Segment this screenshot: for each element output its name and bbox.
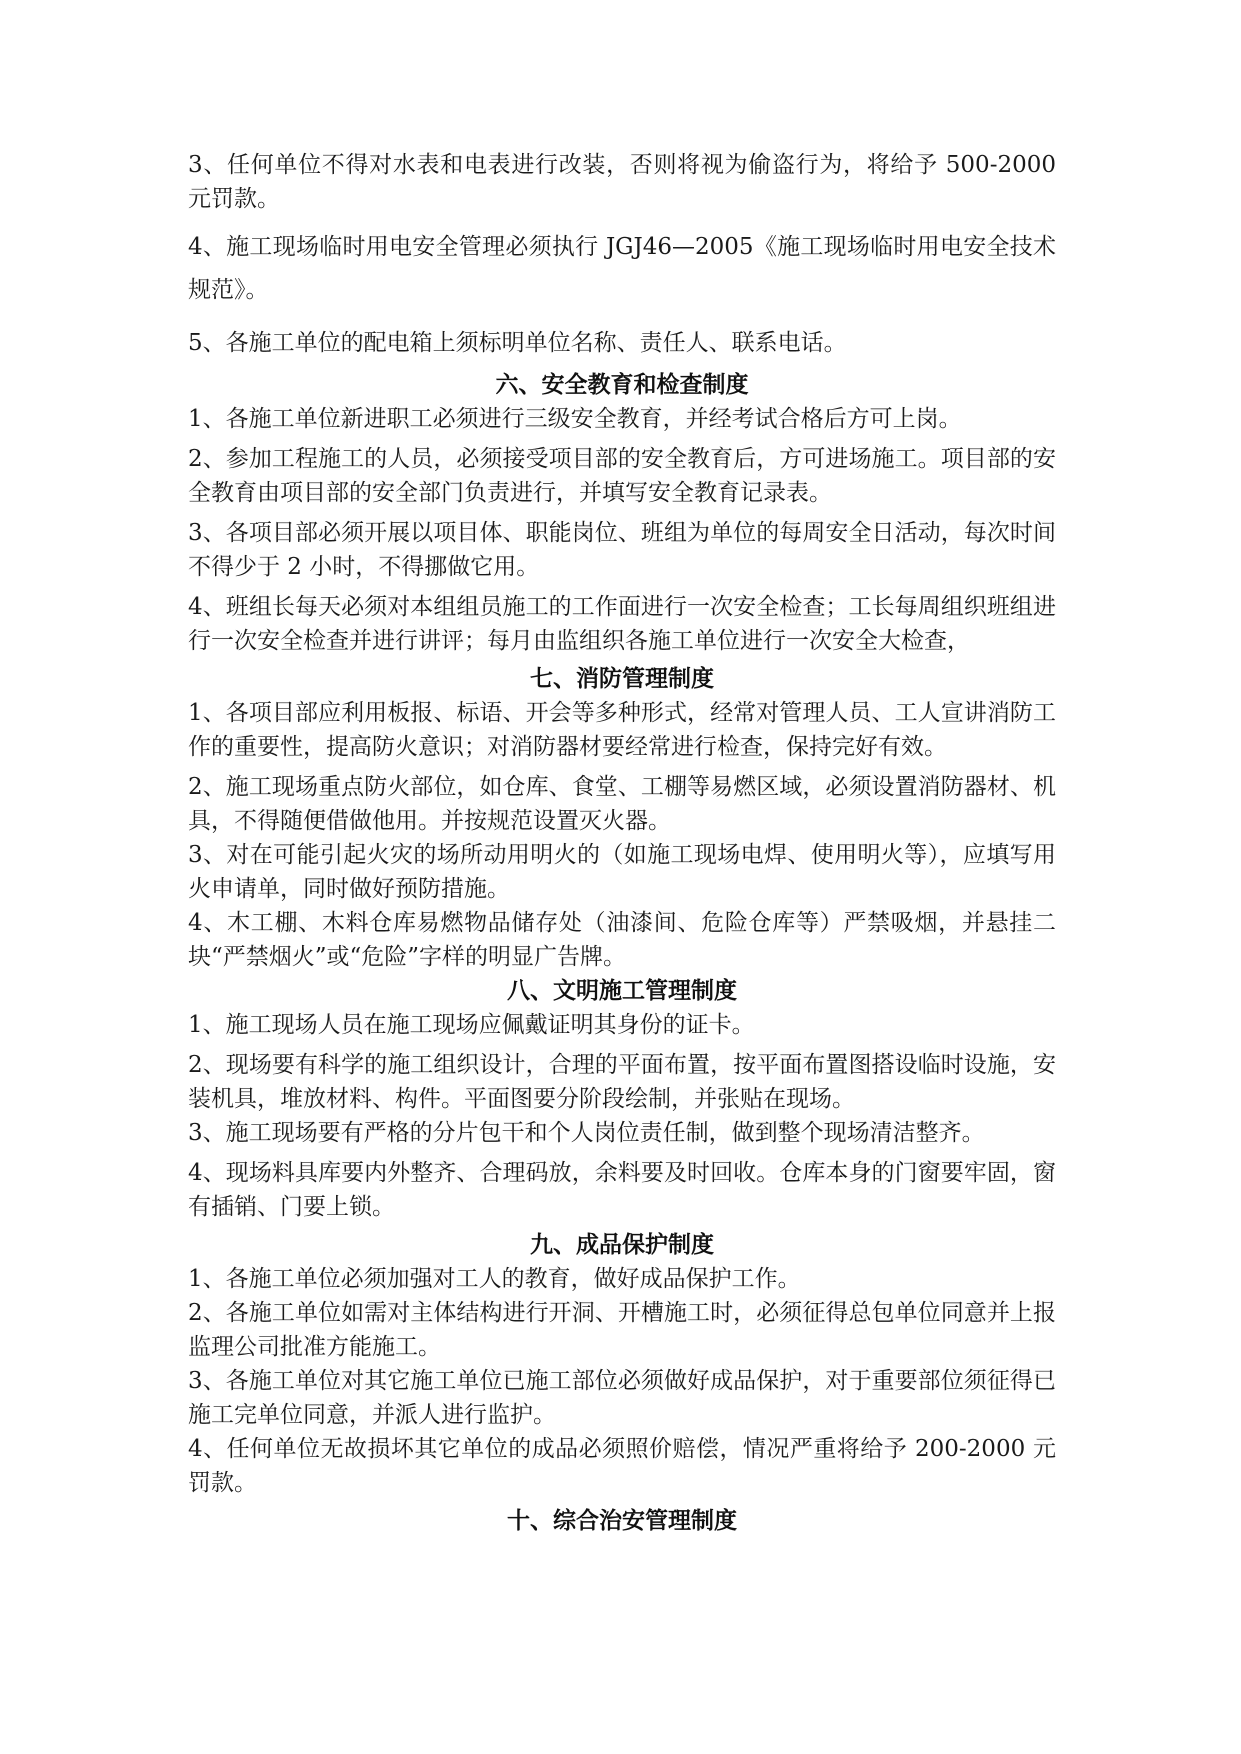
section-heading: 八、文明施工管理制度 [507,978,737,1004]
paragraph: 3、各项目部必须开展以项目体、职能岗位、班组为单位的每周安全日活动，每次时间不得少于 2 小时，不得挪做它用。 [188,520,1056,580]
paragraph: 5、各施工单位的配电箱上须标明单位名称、责任人、联系电话。 [188,330,847,356]
section-heading: 七、消防管理制度 [530,666,714,692]
paragraph: 4、木工棚、木料仓库易燃物品储存处（油漆间、危险仓库等）严禁吸烟，并悬挂二块“严禁烟火”或“危险”字样的明显广告牌。 [188,910,1056,970]
paragraph: 3、对在可能引起火灾的场所动用明火的（如施工现场电焊、使用明火等），应填写用火申请单，同时做好预防措施。 [188,842,1056,902]
paragraph: 1、施工现场人员在施工现场应佩戴证明其身份的证卡。 [188,1012,755,1038]
section-heading: 九、成品保护制度 [530,1232,714,1258]
document-page [188,148,1056,1538]
paragraph: 3、任何单位不得对水表和电表进行改装，否则将视为偷盗行为，将给予 500-2000 元罚款。 [188,152,1056,212]
section-heading: 六、安全教育和检查制度 [495,372,749,398]
paragraph: 4、施工现场临时用电安全管理必须执行 JGJ46—2005《施工现场临时用电安全技术规范》。 [188,234,1056,303]
paragraph: 2、现场要有科学的施工组织设计，合理的平面布置，按平面布置图搭设临时设施，安装机具，堆放材料、构件。平面图要分阶段绘制，并张贴在现场。 [188,1052,1056,1112]
section-heading: 十、综合治安管理制度 [507,1508,737,1534]
paragraph: 2、参加工程施工的人员，必须接受项目部的安全教育后，方可进场施工。项目部的安全教育由项目部的安全部门负责进行，并填写安全教育记录表。 [188,446,1056,506]
paragraph: 2、各施工单位如需对主体结构进行开洞、开槽施工时，必须征得总包单位同意并上报监理公司批准方能施工。 [188,1300,1056,1360]
paragraph: 4、现场料具库要内外整齐、合理码放，余料要及时回收。仓库本身的门窗要牢固，窗有插销、门要上锁。 [188,1160,1056,1220]
paragraph: 1、各施工单位新进职工必须进行三级安全教育，并经考试合格后方可上岗。 [188,406,962,432]
paragraph: 1、各项目部应利用板报、标语、开会等多种形式，经常对管理人员、工人宣讲消防工作的重要性，提高防火意识；对消防器材要经常进行检查，保持完好有效。 [188,700,1056,760]
paragraph: 3、各施工单位对其它施工单位已施工部位必须做好成品保护，对于重要部位须征得已施工完单位同意，并派人进行监护。 [188,1368,1056,1428]
paragraph: 3、施工现场要有严格的分片包干和个人岗位责任制，做到整个现场清洁整齐。 [188,1120,985,1146]
paragraph: 4、班组长每天必须对本组组员施工的工作面进行一次安全检查；工长每周组织班组进行一次安全检查并进行讲评；每月由监组织各施工单位进行一次安全大检查， [188,594,1056,654]
paragraph: 4、任何单位无故损坏其它单位的成品必须照价赔偿，情况严重将给予 200-2000 元罚款。 [188,1436,1056,1496]
paragraph: 2、施工现场重点防火部位，如仓库、食堂、工棚等易燃区域，必须设置消防器材、机具，不得随便借做他用。并按规范设置灭火器。 [188,774,1056,834]
paragraph: 1、各施工单位必须加强对工人的教育，做好成品保护工作。 [188,1266,801,1292]
